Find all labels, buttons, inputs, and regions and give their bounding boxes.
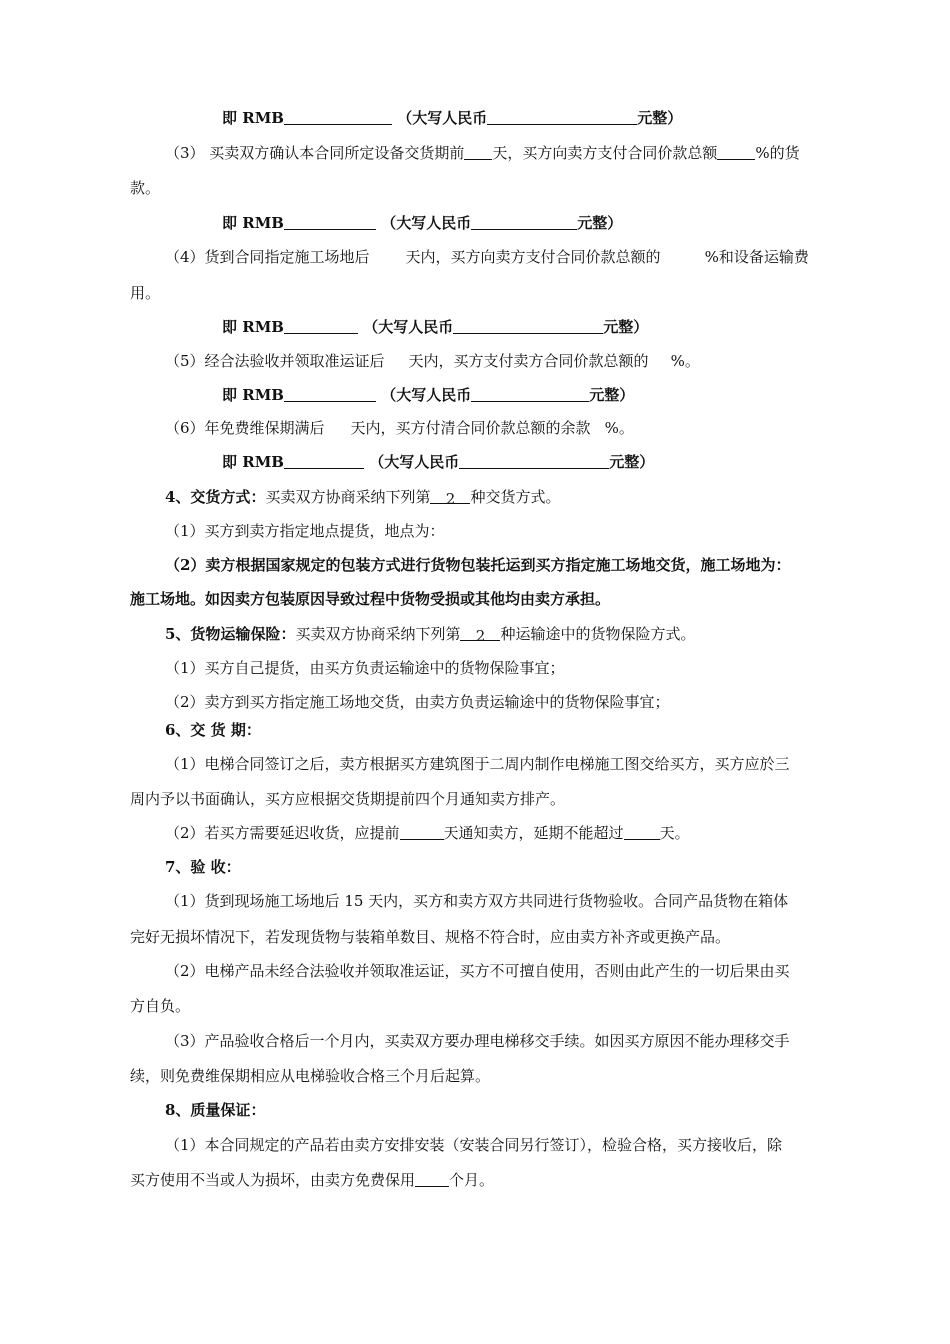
blank-field[interactable]	[624, 823, 660, 840]
blank-field[interactable]	[284, 108, 392, 125]
text: （2）若买方需要延迟收货，应提前	[165, 824, 400, 842]
section-7-item-1-line-2	[130, 925, 730, 949]
rmb-line-3	[222, 315, 648, 339]
rmb-label: 即 RMB	[222, 109, 284, 127]
rmb-line-2	[222, 211, 622, 235]
text: 天内，买方向卖方支付合同价款总额的	[405, 248, 661, 266]
section-7-item-3-line-1	[165, 1029, 790, 1053]
text: 买卖双方协商采纳下列第	[265, 488, 431, 506]
section-5-item-2	[165, 690, 670, 714]
rmb-capital-label: （大写人民币	[397, 109, 488, 127]
text: 周内予以书面确认，买方应根据交货期提前四个月通知卖方排产。	[130, 790, 566, 808]
clause-6-line	[165, 416, 634, 440]
section-4-item-2-line-2	[130, 587, 610, 611]
section-title: 6、交 货 期：	[165, 721, 261, 739]
section-title: 5、货物运输保险：	[165, 625, 296, 643]
section-title: 7、验 收：	[165, 858, 241, 876]
rmb-capital-label: （大写人民币	[381, 386, 472, 404]
text: （4）货到合同指定施工场地后	[165, 248, 370, 266]
rmb-suffix: 元整）	[603, 318, 649, 336]
text: （3）产品验收合格后一个月内，买卖双方要办理电梯移交手续。如因买方原因不能办理移交手	[165, 1032, 790, 1050]
text: %和设备运输费	[704, 248, 809, 266]
rmb-line-5	[222, 450, 654, 474]
insurance-option-field[interactable]: 2	[460, 624, 500, 641]
section-6-heading	[165, 718, 261, 742]
rmb-suffix: 元整）	[637, 109, 683, 127]
text: （2）卖方到买方指定施工场地交货，由卖方负责运输途中的货物保险事宜；	[165, 693, 670, 711]
section-4-item-1	[165, 519, 445, 543]
text: （2）电梯产品未经合法验收并领取准运证，买方不可擅自使用，否则由此产生的一切后果由买	[165, 962, 790, 980]
delivery-option-field[interactable]: 2	[430, 487, 470, 504]
text: 天内，买方付清合同价款总额的余款	[350, 419, 591, 437]
section-7-item-2-line-2	[130, 994, 190, 1018]
section-7-item-2-line-1	[165, 959, 790, 983]
section-4-heading	[165, 485, 560, 509]
blank-field[interactable]	[400, 823, 444, 840]
text: 种运输途中的货物保险方式。	[500, 625, 696, 643]
section-8-item-1-line-1	[165, 1133, 782, 1157]
blank-field[interactable]	[415, 1170, 449, 1187]
text: 完好无损坏情况下，若发现货物与装箱单数目、规格不符合时，应由卖方补齐或更换产品。	[130, 928, 731, 946]
text: 方自负。	[130, 997, 191, 1015]
text: （5）经合法验收并领取准运证后	[165, 352, 385, 370]
text: （1）本合同规定的产品若由卖方安排安装（安装合同另行签订），检验合格，买方接收后，除	[165, 1136, 783, 1154]
blank-field[interactable]	[471, 213, 577, 230]
blank-field[interactable]	[471, 385, 589, 402]
rmb-label: 即 RMB	[222, 214, 284, 232]
text: %。	[604, 419, 634, 437]
rmb-label: 即 RMB	[222, 318, 284, 336]
text: （1）电梯合同签订之后，卖方根据买方建筑图于二周内制作电梯施工图交给买方，买方应於三	[165, 755, 790, 773]
section-6-item-2	[165, 821, 690, 845]
blank-field[interactable]	[464, 143, 492, 160]
text: （1）买方到卖方指定地点提货，地点为：	[165, 522, 445, 540]
text: 买卖双方协商采纳下列第	[295, 625, 461, 643]
text: （6）年免费维保期满后	[165, 419, 325, 437]
section-7-item-3-line-2	[130, 1064, 490, 1088]
rmb-suffix: 元整）	[609, 453, 655, 471]
text: 天。	[659, 824, 690, 842]
blank-field[interactable]	[284, 317, 358, 334]
text: 天通知卖方，延期不能超过	[443, 824, 624, 842]
section-8-heading	[165, 1098, 265, 1122]
blank-field[interactable]	[284, 452, 364, 469]
section-4-item-2-line-1	[165, 553, 790, 577]
text: 买方使用不当或人为损坏，由卖方免费保用	[130, 1171, 416, 1189]
section-6-item-1-line-2	[130, 787, 565, 811]
clause-4-line-2	[130, 281, 160, 305]
text: 续，则免费维保期相应从电梯验收合格三个月后起算。	[130, 1067, 491, 1085]
rmb-line-1	[222, 106, 682, 130]
section-title: 4、交货方式：	[165, 488, 266, 506]
clause-3-line-2	[130, 176, 160, 200]
rmb-label: 即 RMB	[222, 453, 284, 471]
text: %的货	[755, 144, 800, 162]
section-7-heading	[165, 855, 241, 879]
rmb-capital-label: （大写人民币	[369, 453, 460, 471]
text: 个月。	[449, 1171, 495, 1189]
section-5-heading	[165, 622, 695, 646]
clause-3-line-1	[165, 141, 800, 165]
rmb-suffix: 元整）	[577, 214, 623, 232]
section-7-item-1-line-1	[165, 889, 788, 913]
rmb-line-4	[222, 383, 634, 407]
text: （1）货到现场施工场地后 15 天内，买方和卖方双方共同进行货物验收。合同产品货物在箱体	[165, 892, 789, 910]
text: 天内，买方支付卖方合同价款总额的	[408, 352, 649, 370]
text: %。	[670, 352, 700, 370]
clause-4-line-1	[165, 245, 809, 269]
clause-5-line	[165, 349, 700, 373]
section-8-item-1-line-2	[130, 1168, 494, 1192]
text: 用。	[130, 284, 161, 302]
blank-field[interactable]	[459, 452, 609, 469]
section-5-item-1	[165, 656, 565, 680]
text: （3） 买卖双方确认本合同所定设备交货期前	[165, 144, 465, 162]
blank-field[interactable]	[453, 317, 603, 334]
blank-field[interactable]	[487, 108, 637, 125]
section-6-item-1-line-1	[165, 752, 790, 776]
text: （1）买方自己提货，由买方负责运输途中的货物保险事宜；	[165, 659, 565, 677]
text: 施工场地。如因卖方包装原因导致过程中货物受损或其他均由卖方承担。	[130, 590, 611, 608]
rmb-capital-label: （大写人民币	[381, 214, 472, 232]
text: 天，买方向卖方支付合同价款总额	[492, 144, 718, 162]
blank-field[interactable]	[717, 143, 755, 160]
rmb-label: 即 RMB	[222, 386, 284, 404]
blank-field[interactable]	[284, 213, 376, 230]
text: 种交货方式。	[470, 488, 561, 506]
section-title: 8、质量保证：	[165, 1101, 266, 1119]
text: 款。	[130, 179, 161, 197]
blank-field[interactable]	[284, 385, 376, 402]
text: （2）卖方根据国家规定的包装方式进行货物包装托运到买方指定施工场地交货，施工场地为：	[165, 556, 791, 574]
rmb-capital-label: （大写人民币	[363, 318, 454, 336]
rmb-suffix: 元整）	[589, 386, 635, 404]
